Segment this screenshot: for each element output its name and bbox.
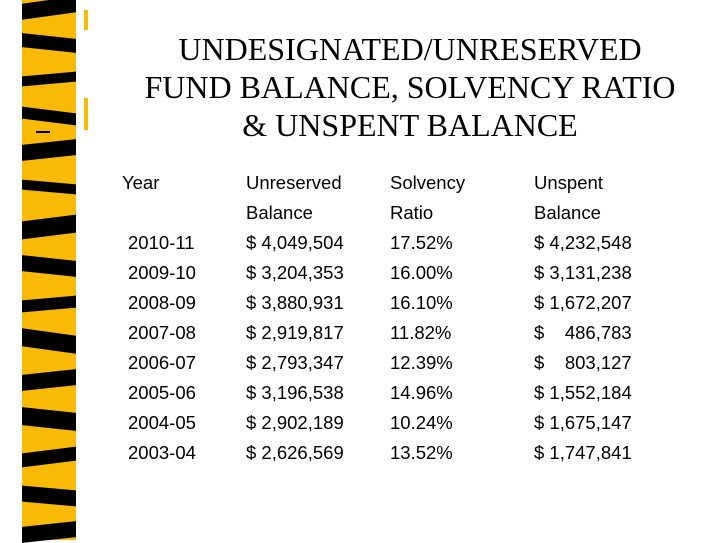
stripe-segment [22,447,76,468]
table-cell: 12.39% [390,352,453,373]
column-header: Balance [246,202,313,223]
title-line: & UNSPENT BALANCE [242,107,578,143]
table-cell: 2007-08 [128,322,196,343]
table-cell: 2006-07 [128,352,196,373]
table-cell: 17.52% [390,232,453,253]
table-cell: 16.00% [390,262,453,283]
decorative-stripe-bar [22,0,76,540]
column-header: Year [122,172,160,193]
stripe-segment [22,369,76,391]
column-header: Ratio [390,202,434,223]
table-cell: 2009-10 [128,262,196,283]
table-cell: $ 3,204,353 [246,262,344,283]
column-header: Unspent [534,172,603,193]
table-cell: $ 486,783 [534,322,632,343]
table-cell: 13.52% [390,442,453,463]
table-cell: 10.24% [390,412,453,433]
table-cell: $ 4,232,548 [534,232,632,253]
unspent-column [534,168,632,468]
table-cell: $ 2,626,569 [246,442,344,463]
table-cell: $ 2,919,817 [246,322,344,343]
stripe-segment [22,486,76,507]
table-cell: $ 803,127 [534,352,632,373]
table-cell: $ 3,131,238 [534,262,632,283]
title-line: FUND BALANCE, SOLVENCY RATIO [144,69,676,105]
solvency-column [390,168,465,468]
table-cell: $ 1,672,207 [534,292,632,313]
table-cell: 16.10% [390,292,453,313]
table-cell: 2004-05 [128,412,196,433]
table-cell: 11.82% [390,322,452,343]
table-cell: $ 2,793,347 [246,352,344,373]
accent-mark [84,98,88,130]
table-cell: $ 1,675,147 [534,412,632,433]
stripe-segment [22,407,76,431]
table-cell: 2003-04 [128,442,196,463]
year-column [122,168,196,468]
page-title [110,30,710,144]
column-header: Balance [534,202,601,223]
stripe-segment [22,215,76,240]
accent-mark [84,10,88,30]
column-header: Unreserved [246,172,342,193]
table-cell: 2010-11 [128,232,195,253]
stripe-segment [22,72,76,87]
stripe-segment [22,296,76,313]
table-cell: $ 3,196,538 [246,382,344,403]
table-cell: 14.96% [390,382,453,403]
title-line: UNDESIGNATED/UNRESERVED [178,31,642,67]
unreserved-column [246,168,344,468]
stripe-segment [22,139,76,161]
table-cell: $ 2,902,189 [246,412,344,433]
stripe-segment [22,107,76,126]
table-cell: $ 4,049,504 [246,232,344,253]
table-cell: $ 3,880,931 [246,292,344,313]
column-header: Solvency [390,172,466,193]
stripe-segment [22,328,76,354]
stripe-segment [22,255,76,277]
table-cell: $ 1,747,841 [534,442,632,463]
table-cell: 2005-06 [128,382,196,403]
accent-tick [36,131,50,133]
stripe-segment [22,33,76,53]
stripe-segment [22,180,76,195]
table-cell: 2008-09 [128,292,196,313]
table-cell: $ 1,552,184 [534,382,632,403]
stripe-segment [22,0,76,20]
